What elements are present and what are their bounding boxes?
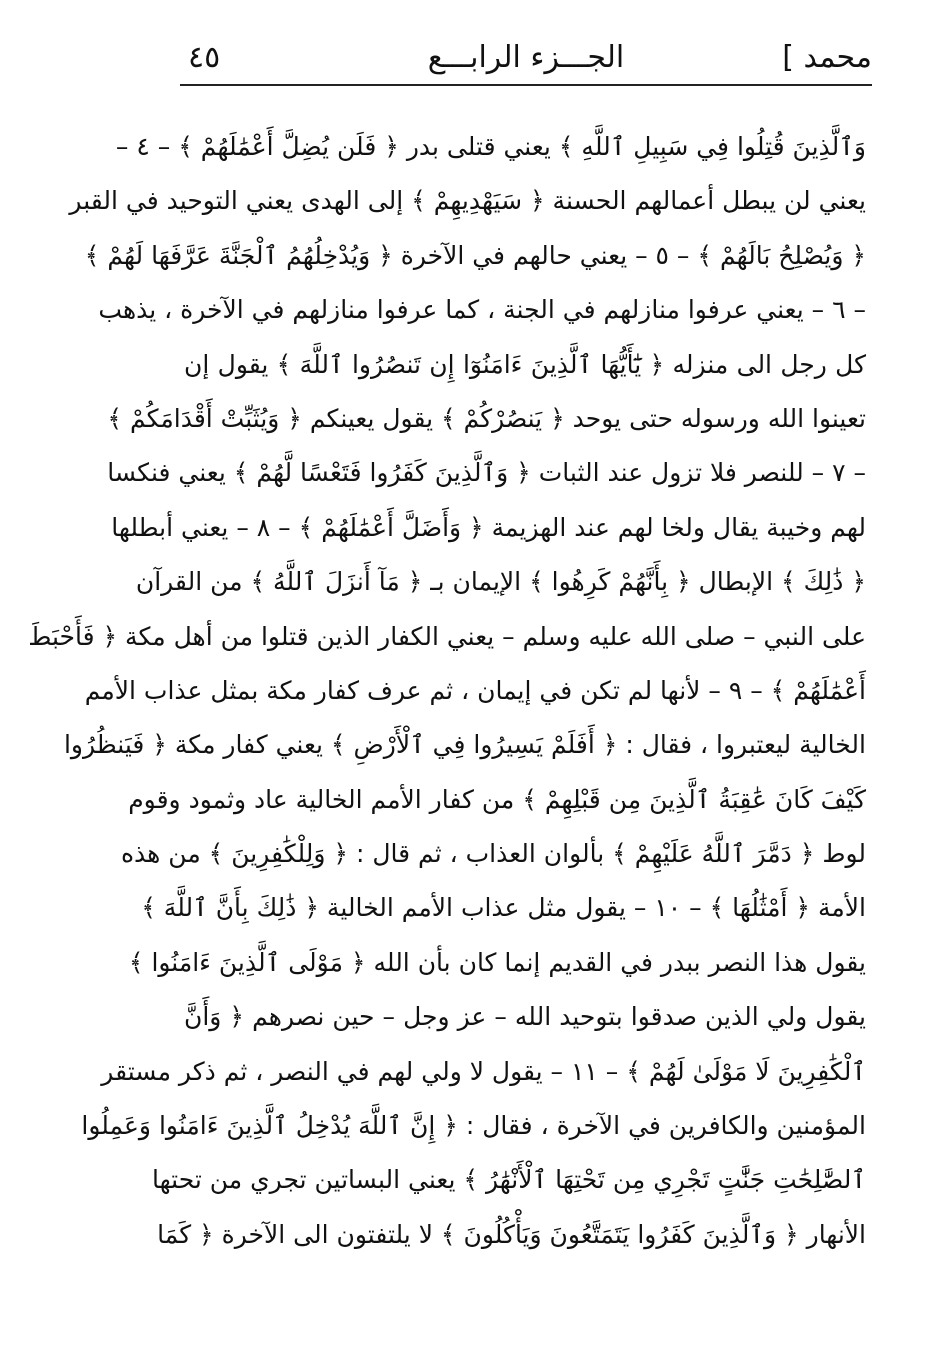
text-line: الأنهار ﴿ وَٱلَّذِينَ كَفَرُوا يَتَمَتَّعُونَ وَيَأْكُلُونَ ﴾ لا يلتفتون الى الآخرة ﴿ كَمَا (157, 1219, 866, 1249)
text-line: وَٱلَّذِينَ قُتِلُوا فِي سَبِيلِ ٱللَّهِ ﴾ يعني قتلى بدر ﴿ فَلَن يُضِلَّ أَعْمَٰلَهُمْ ﴾ – ٤ – (115, 132, 866, 161)
text-line: كَيْفَ كَانَ عَٰقِبَةُ ٱلَّذِينَ مِن قَبْلِهِمْ ﴾ من كفار الأمم الخالية عاد وثمود وقوم (128, 784, 866, 814)
text-line: المؤمنين والكافرين في الآخرة ، فقال : ﴿ إِنَّ ٱللَّهَ يُدْخِلُ ٱلَّذِينَ ءَامَنُوا وَعَمِلُوا (81, 1111, 866, 1141)
text-line: تعينوا الله ورسوله حتى يوحد ﴿ يَنصُرْكُمْ ﴾ يقول يعينكم ﴿ وَيُثَبِّتْ أَقْدَامَكُمْ ﴾ (107, 403, 866, 433)
text-line: ﴿ وَيُصْلِحُ بَالَهُمْ ﴾ – ٥ – يعني حالهم في الآخرة ﴿ وَيُدْخِلُهُمُ ٱلْجَنَّةَ عَرَّفَهَا لَهُمْ ﴾ (84, 240, 866, 270)
text-line: على النبي – صلى الله عليه وسلم – يعني الكفار الذين قتلوا من أهل مكة ﴿ فَأَحْبَطَ (28, 621, 866, 651)
text-line: يقول هذا النصر ببدر في القديم إنما كان بأن الله ﴿ مَوْلَى ٱلَّذِينَ ءَامَنُوا ﴾ (128, 947, 866, 977)
text-line: ﴿ ذَٰلِكَ ﴾ الإبطال ﴿ بِأَنَّهُمْ كَرِهُوا ﴾ الإيمان بـ ﴿ مَآ أَنزَلَ ٱللَّهُ ﴾ من القرآن (135, 567, 866, 597)
page-number: ٤٥ (188, 40, 221, 75)
text-line: الخالية ليعتبروا ، فقال : ﴿ أَفَلَمْ يَسِيرُوا فِي ٱلْأَرْضِ ﴾ يعني كفار مكة ﴿ فَيَنظُرُوا (63, 730, 866, 760)
text-line: لهم وخيبة يقال ولخا لهم عند الهزيمة ﴿ وَأَضَلَّ أَعْمَٰلَهُمْ ﴾ – ٨ – يعني أبطلها (111, 512, 866, 542)
page-header (180, 30, 872, 84)
text-line: ٱلْكَٰفِرِينَ لَا مَوْلَىٰ لَهُمْ ﴾ – ١١ – يقول لا ولي لهم في النصر ، ثم ذكر مستقر (101, 1056, 866, 1086)
body-text (28, 120, 866, 1262)
header-divider (180, 84, 872, 86)
text-line: ٱلصَّٰلِحَٰتِ جَنَّٰتٍ تَجْرِي مِن تَحْتِهَا ٱلْأَنْهَٰرُ ﴾ يعني البساتين تجري من تحتها (152, 1165, 866, 1195)
text-line: يقول ولي الذين صدقوا بتوحيد الله – عز وجل – حين نصرهم ﴿ وَأَنَّ (184, 1002, 866, 1032)
surah-name: محمد (803, 40, 872, 75)
text-line: – ٧ – للنصر فلا تزول عند الثبات ﴿ وَٱلَّذِينَ كَفَرُوا فَتَعْسًا لَّهُمْ ﴾ يعني فنكسا (107, 458, 866, 488)
header-bracket: ] (782, 40, 794, 75)
part-title: الجـــزء الرابـــع (427, 40, 625, 75)
text-line: يعني لن يبطل أعمالهم الحسنة ﴿ سَيَهْدِيهِمْ ﴾ إلى الهدى يعني التوحيد في القبر (69, 186, 866, 216)
text-line: – ٦ – يعني عرفوا منازلهم في الجنة ، كما عرفوا منازلهم في الآخرة ، يذهب (98, 295, 866, 325)
text-line: كل رجل الى منزله ﴿ يَٰٓأَيُّهَا ٱلَّذِينَ ءَامَنُوٓا إِن تَنصُرُوا ٱللَّهَ ﴾ يقول إن (184, 349, 866, 379)
text-line: لوط ﴿ دَمَّرَ ٱللَّهُ عَلَيْهِمْ ﴾ بألوان العذاب ، ثم قال : ﴿ وَلِلْكَٰفِرِينَ ﴾ من هذه (120, 839, 866, 869)
text-line: أَعْمَٰلَهُمْ ﴾ – ٩ – لأنها لم تكن في إيمان ، ثم عرف كفار مكة بمثل عذاب الأمم (84, 675, 866, 705)
text-line: الأمة ﴿ أَمْثَٰلُهَا ﴾ – ١٠ – يقول مثل عذاب الأمم الخالية ﴿ ذَٰلِكَ بِأَنَّ ٱللَّهَ ﴾ (141, 893, 866, 923)
